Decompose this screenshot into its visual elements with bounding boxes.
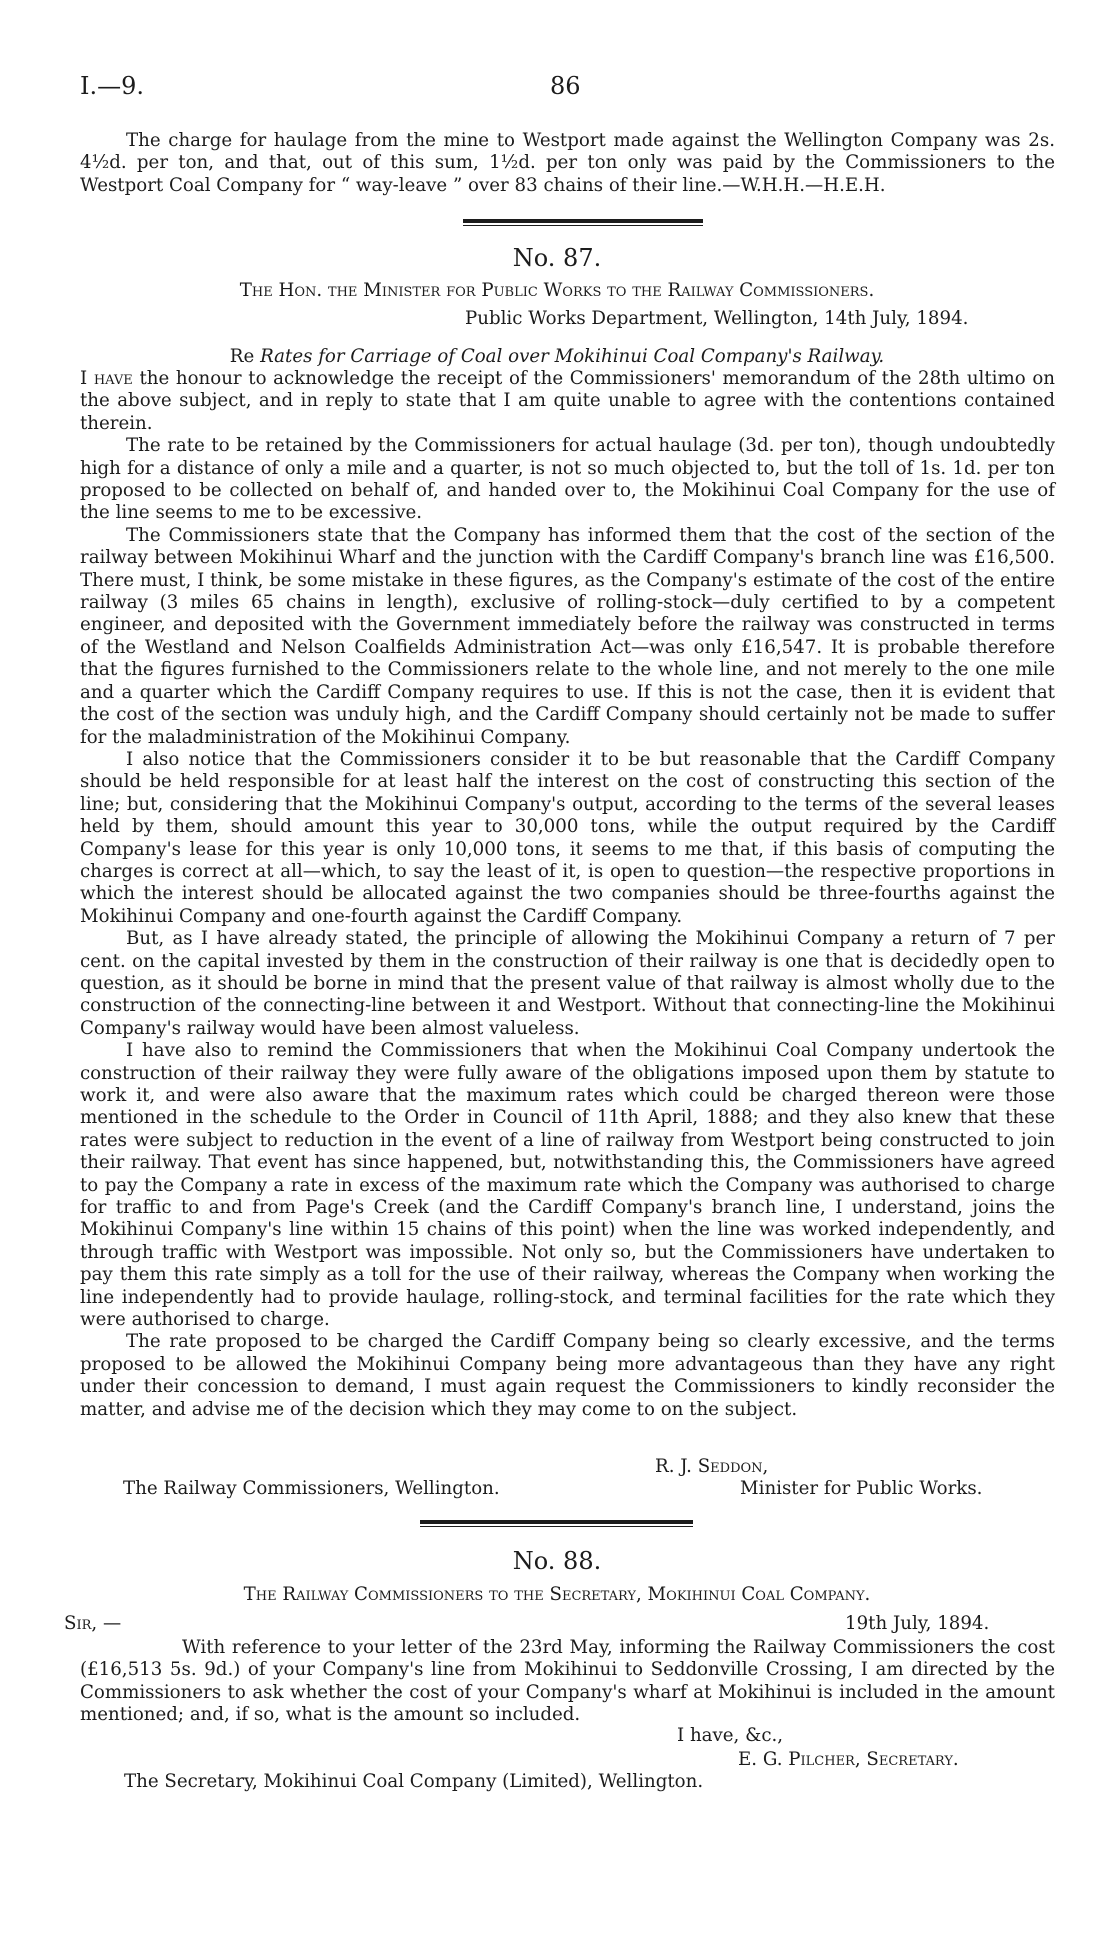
body-paragraph: The rate proposed to be charged the Cardiff Company being so clearly excessive, and the terms proposed to be allowed the Mokihinui Company being more advantageous than they have any right under their concession to demand, I must again request the Commissioners to kindly reconsider the matter, and advise me of the decision which they may come to on the subject. (80, 1331, 1055, 1420)
intro-paragraph: The charge for haulage from the mine to Westport made against the Wellington Company was 2s. 4½d. per ton, and that, out of this sum, 1½d. per ton only was paid by the Commissioners to the Westport Coal Company for “ way-leave ” over 83 chains of their line.—W.H.H.—H.E.H. (80, 130, 1055, 196)
subject-title: Rates for Carriage of Coal over Mokihinui Coal Company's Railway. (260, 346, 885, 367)
letter-87-opening (80, 368, 1055, 435)
page-number: 86 (550, 72, 581, 100)
body-paragraph: I have also to remind the Commissioners that when the Mokihinui Coal Company undertook the construction of their railway they were fully aware of the obligations imposed upon them by statute to work it, and were also aware that the maximum rates which could be charged thereon were those mentioned in the schedule to the Order in Council of 11th April, 1888; and they also knew that these rates were subject to reduction in the event of a line of railway from Westport being constructed to join their railway. That event has since happened, but, notwithstanding this, the Commissioners have agreed to pay the Company a rate in excess of the maximum rate which the Company was authorised to charge for traffic to and from Page's Creek (and the Cardiff Company's branch line, I understand, joins the Mokihinui Company's line within 15 chains of this point) when the line was worked independently, and through traffic with Westport was impossible. Not only so, but the Commissioners have undertaken to pay them this rate simply as a toll for the use of their railway, whereas the Company when working the line independently had to provide haulage, rolling-stock, and terminal facilities for the rate which they were authorised to charge. (80, 1040, 1055, 1331)
letter-88-salutation: Sir, — (64, 1613, 122, 1634)
letter-88-signatory: E. G. Pilcher, Secretary. (738, 1749, 959, 1770)
letter-87-signatory-title: Minister for Public Works. (740, 1478, 983, 1499)
page-reference: I.—9. (80, 72, 145, 100)
section-divider (463, 219, 703, 223)
letter-88-heading: The Railway Commissioners to the Secretary, Mokihinui Coal Company. (243, 1584, 871, 1605)
letter-87-heading: The Hon. the Minister for Public Works to the Railway Commissioners. (239, 280, 875, 301)
letter-87-place-date: Public Works Department, Wellington, 14th July, 1894. (465, 308, 969, 329)
letter-87-addressee: The Railway Commissioners, Wellington. (123, 1478, 500, 1499)
letter-87-number: No. 87. (512, 244, 602, 272)
letter-88-body: With reference to your letter of the 23rd May, informing the Railway Commissioners the cost (£16,513 5s. 9d.) of your Company's line from Mokihinui to Seddonville Crossing, I am directed by the Commissioners to ask whether the cost of your Company's wharf at Mokihinui is included in the amount mentioned; and, if so, what is the amount so included. (80, 1637, 1055, 1726)
body-paragraph: The rate to be retained by the Commissioners for actual haulage (3d. per ton), though undoubtedly high for a distance of only a mile and a quarter, is not so much objected to, but the toll of 1s. 1d. per ton proposed to be collected on behalf of, and handed over to, the Mokihinui Coal Company for the use of the line seems to me to be excessive. (80, 435, 1055, 524)
letter-88-addressee: The Secretary, Mokihinui Coal Company (Limited), Wellington. (124, 1771, 704, 1792)
subject-prefix: Re (229, 346, 255, 367)
section-divider (420, 1520, 693, 1524)
body-paragraph: I also notice that the Commissioners consider it to be but reasonable that the Cardiff Company should be held responsible for at least half the interest on the cost of constructing this section of the line; but, considering that the Mokihinui Company's output, according to the terms of the several leases held by them, should amount this year to 30,000 tons, while the output required by the Cardiff Company's lease for this year is only 10,000 tons, it seems to me that, if this basis of computing the charges is correct at all—which, to say the least of it, is open to question—the respective proportions in which the interest should be allocated against the two companies should be three-fourths against the Mokihinui Company and one-fourth against the Cardiff Company. (80, 748, 1055, 927)
body-paragraph: But, as I have already stated, the principle of allowing the Mokihinui Company a return of 7 per cent. on the capital invested by them in the construction of their railway is one that is decidedly open to question, as it should be borne in mind that the present value of that railway is almost wholly due to the construction of the connecting-line between it and Westport. Without that connecting-line the Mokihinui Company's railway would have been almost valueless. (80, 928, 1055, 1039)
letter-87-body (80, 368, 1055, 1421)
letter-87-subject (0, 346, 1114, 367)
letter-87-signatory: R. J. Seddon, (655, 1456, 769, 1477)
body-paragraph: The Commissioners state that the Company has informed them that the cost of the section of the railway between Mokihinui Wharf and the junction with the Cardiff Company's branch line was £16,500. There must, I think, be some mistake in these figures, as the Company's estimate of the cost of the entire railway (3 miles 65 chains in length), exclusive of rolling-stock—duly certified to by a competent engineer, and deposited with the Government immediately before the railway was constructed in terms of the Westland and Nelson Coalfields Administration Act—was only £16,547. It is probable therefore that the figures furnished to the Commissioners relate to the whole line, and not merely to the one mile and a quarter which the Cardiff Company requires to use. If this is not the case, then it is evident that the cost of the section was unduly high, and the Cardiff Company should certainly not be made to suffer for the maladministration of the Mokihinui Company. (80, 524, 1055, 748)
letter-88-date: 19th July, 1894. (845, 1613, 990, 1634)
letter-88-closing: I have, &c., (677, 1725, 784, 1746)
opening-text: the honour to acknowledge the receipt of the Commissioners' memorandum of the 28th ultimo on the above subject, and in reply to state that I am quite unable to agree with the contentions contained therein. (80, 368, 1056, 434)
letter-88-number: No. 88. (512, 1547, 602, 1575)
opening-caps: I have (80, 368, 133, 389)
